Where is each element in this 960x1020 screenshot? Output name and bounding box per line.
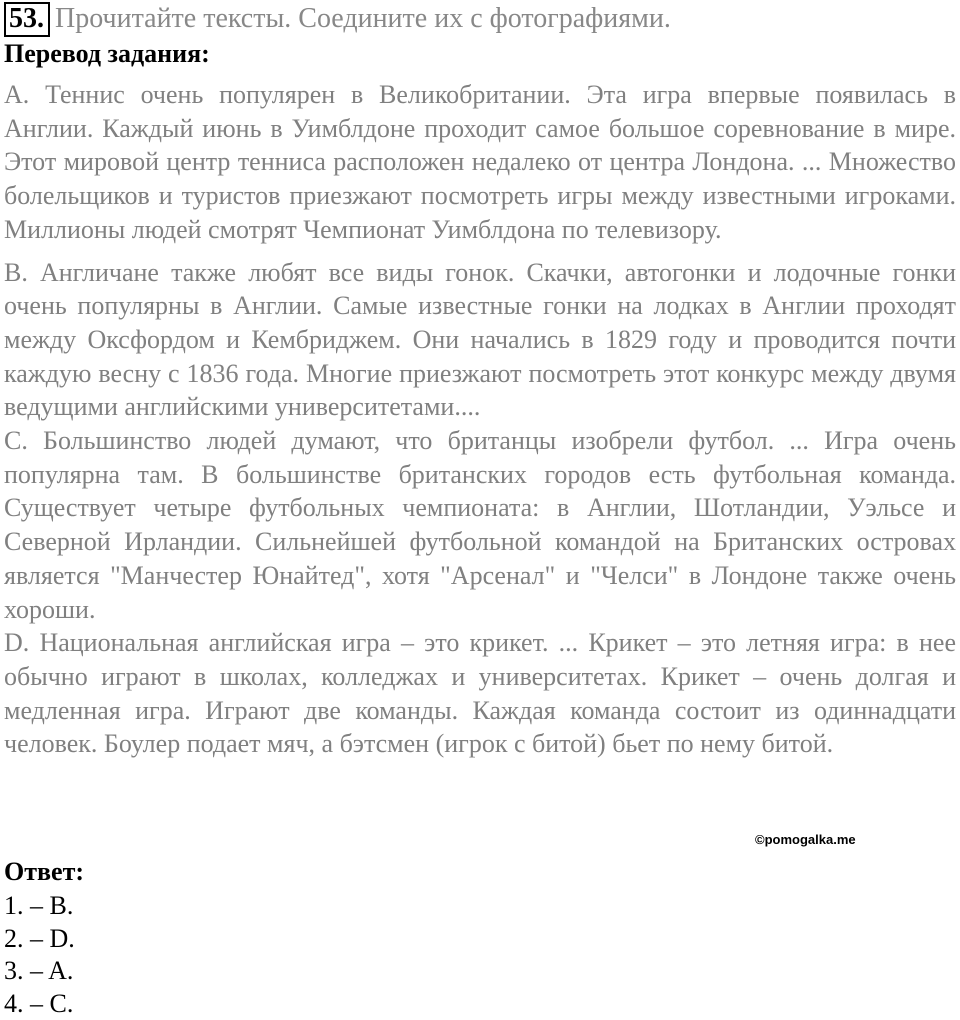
paragraph-b: B. Англичане также любят все виды гонок. Скачки, автогонки и лодочные гонки очень популярны в Англии. Самые известные гонки на лодках в Англии проходят между Оксфордом и Кембриджем. Они начались в 1829 году и проводится почти каждую весну с 1836 года. Многие приезжают посмотреть этот конкурс между двумя ведущими английскими университетами.... bbox=[4, 256, 956, 425]
answer-item: 3. – A. bbox=[4, 955, 75, 988]
task-number-badge: 53. bbox=[4, 2, 50, 37]
document-page bbox=[4, 0, 956, 761]
copyright-watermark: ©pomogalka.me bbox=[755, 832, 856, 847]
task-header bbox=[4, 0, 956, 38]
paragraph-c: C. Большинство людей думают, что британцы изобрели футбол. ... Игра очень популярна там. В большинстве британских городов есть футбольная команда. Существует четыре футбольных чемпионата: в Англии, Шотландии, Уэльсе и Северной Ирландии. Сильнейшей футбольной командой на Британских островах является "Манчестер Юнайтед", хотя "Арсенал" и "Челси" в Лондоне также очень хороши. bbox=[4, 424, 956, 626]
answer-title: Ответ: bbox=[4, 855, 84, 889]
translation-heading: Перевод задания: bbox=[4, 38, 956, 69]
answer-item: 1. – B. bbox=[4, 890, 75, 923]
answer-item: 2. – D. bbox=[4, 923, 75, 956]
paragraph-d: D. Национальная английская игра – это крикет. ... Крикет – это летняя игра: в нее обычно играют в школах, колледжах и университетах. Крикет – очень долгая и медленная игра. Играют две команды. Каждая команда состоит из одиннадцати человек. Боулер подает мяч, а бэтсмен (игрок с битой) бьет по нему битой. bbox=[4, 626, 956, 761]
paragraph-a: A. Теннис очень популярен в Великобритании. Эта игра впервые появилась в Англии. Каждый июнь в Уимблдоне проходит самое большое соревнование в мире. Этот мировой центр тенниса расположен недалеко от центра Лондона. ... Множество болельщиков и туристов приезжают посмотреть игры между известными игроками. Миллионы людей смотрят Чемпионат Уимблдона по телевизору. bbox=[4, 78, 956, 247]
task-instruction: Прочитайте тексты. Соедините их с фотографиями. bbox=[55, 3, 671, 35]
answer-item: 4. – C. bbox=[4, 988, 75, 1020]
answer-list bbox=[4, 890, 75, 1020]
